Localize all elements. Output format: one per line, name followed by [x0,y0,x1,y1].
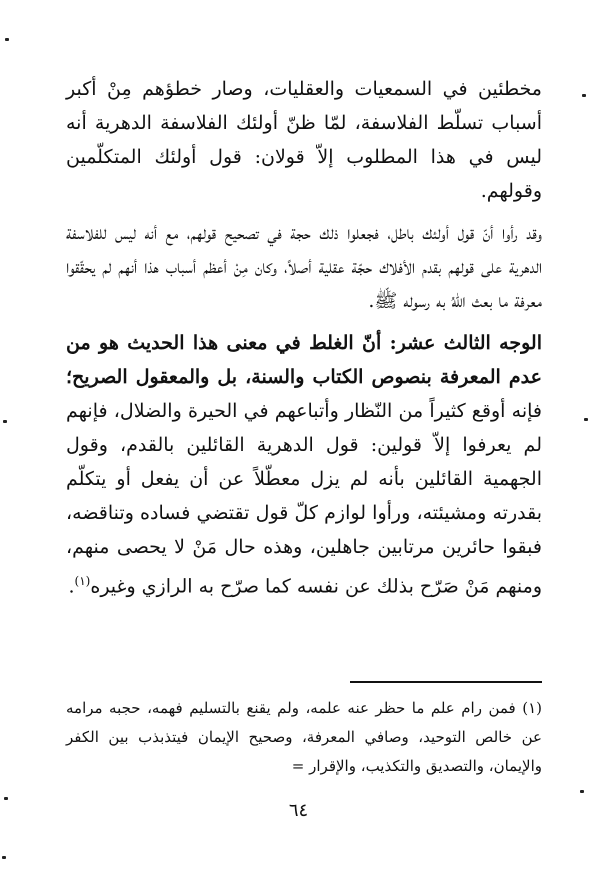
footnotes-section [66,694,542,781]
paragraph-3 [66,326,542,603]
main-text [66,72,542,611]
scan-speck [3,420,7,423]
scan-speck [584,418,588,421]
paragraph-3-heading: الوجه الثالث عشر: أنّ الغلط في معنى هذا الحديث هو من عدم المعرفة بنصوص الكتاب والسنة، بل والمعقول الصريح؛ [66,332,542,388]
scan-speck [4,797,8,800]
scan-speck [580,790,584,793]
paragraph-2-text: وقد رأوا أنّ قول أولئك باطل، فجعلوا ذلك حجة في تصحيح قولهم، مع أنه ليس للفلاسفة الدهرية على قولهم بقدم الأفلاك حجّة عقلية أصلاً، وكان مِنْ أعظم أسباب هذا أنهم لم يحقّقوا معرفة ما بعث اللهُ به رسوله ﷺ. [66,222,542,312]
scan-speck [582,94,586,97]
footnote-1-marker: (١) [522,699,542,717]
paragraph-3-text: فإنه أوقع كثيراً من النّظار وأتباعهم في الحيرة والضلال، فإنهم لم يعرفوا إلاّ قولين: قول الدهرية القائلين بالقدم، وقول الجهمية القائلين بأنه لم يزل معطّلاً عن أن يفعل أو يتكلّم بقدرته ومشيئته، ورأوا لوازم كلّ قول تقتضي فساده وتناقضه، فبقوا حائرين مرتابين جاهلين، وهذه حال مَنْ لا يحصى منهم، ومنهم مَنْ صَرّح بذلك عن نفسه كما صرّح به الرازي وغيره [66,400,542,598]
footnote-divider [350,681,542,683]
page-number: ٦٤ [288,800,309,821]
footnote-reference[interactable]: (١) [74,574,91,588]
footnote-1 [66,694,542,781]
scan-speck [5,38,9,41]
paragraph-1 [66,72,542,208]
scan-speck [2,856,6,859]
paragraph-1-text: مخطئين في السمعيات والعقليات، وصار خطؤهم مِنْ أكبر أسباب تسلّط الفلاسفة، لمّا ظنّ أولئك الفلاسفة الدهرية أنه ليس في هذا المطلوب إلاّ قولان: قول أولئك المتكلّمين وقولهم. [66,78,542,202]
footnote-1-text: فمن رام علم ما حظر عنه علمه، ولم يقنع بالتسليم فهمه، حجبه مرامه عن خالص التوحيد، وصافي المعرفة، وصحيح الإيمان فيتذبذب بين الكفر والإيمان، والتصديق والتكذيب، والإقرار = [66,699,542,775]
paragraph-2 [66,216,542,318]
paragraph-3-tail: . [68,575,75,598]
